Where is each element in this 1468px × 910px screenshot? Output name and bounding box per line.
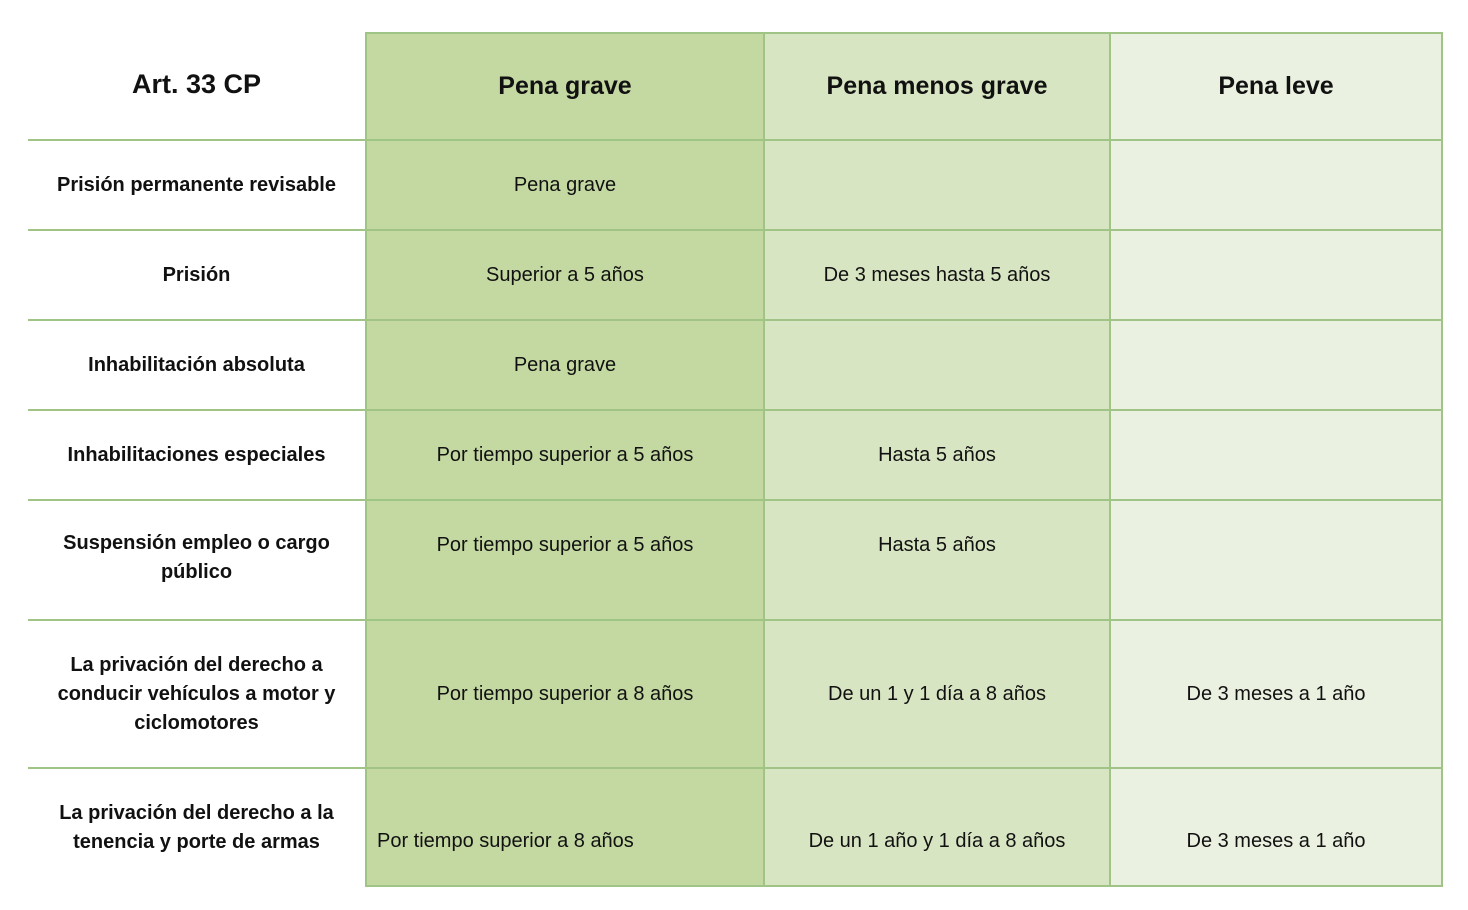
cell-pena-grave: Pena grave [366,320,764,410]
row-label: La privación del derecho a conducir vehículos a motor y ciclomotores [28,620,366,768]
cell-pena-menos-grave: Hasta 5 años [764,500,1110,620]
header-row [28,33,1442,140]
corner-label: Art. 33 CP [28,33,366,140]
cell-pena-grave: Por tiempo superior a 8 años [366,620,764,768]
row-label: Suspensión empleo o cargo público [28,500,366,620]
row-label: Prisión [28,230,366,320]
cell-pena-grave: Pena grave [366,140,764,230]
cell-pena-leve [1110,230,1442,320]
table-row [28,410,1442,500]
cell-pena-leve [1110,140,1442,230]
cell-pena-menos-grave: De un 1 y 1 día a 8 años [764,620,1110,768]
table-row [28,140,1442,230]
cell-pena-grave: Por tiempo superior a 5 años [366,500,764,620]
row-label: Inhabilitación absoluta [28,320,366,410]
column-header-pena-leve: Pena leve [1110,33,1442,140]
cell-pena-menos-grave: De un 1 año y 1 día a 8 años [764,768,1110,886]
table-row [28,500,1442,620]
table-row [28,768,1442,886]
table-row [28,620,1442,768]
cell-pena-menos-grave: Hasta 5 años [764,410,1110,500]
cell-pena-grave: Superior a 5 años [366,230,764,320]
cell-pena-leve: De 3 meses a 1 año [1110,768,1442,886]
row-label: Inhabilitaciones especiales [28,410,366,500]
cell-pena-leve [1110,410,1442,500]
column-header-pena-grave: Pena grave [366,33,764,140]
penalties-table [28,32,1443,887]
cell-pena-grave: Por tiempo superior a 8 años [366,768,764,886]
cell-pena-leve [1110,500,1442,620]
table-row [28,230,1442,320]
cell-pena-grave: Por tiempo superior a 5 años [366,410,764,500]
cell-pena-menos-grave [764,320,1110,410]
row-label: La privación del derecho a la tenencia y porte de armas [28,768,366,886]
cell-pena-leve: De 3 meses a 1 año [1110,620,1442,768]
cell-pena-menos-grave [764,140,1110,230]
table-row [28,320,1442,410]
column-header-pena-menos-grave: Pena menos grave [764,33,1110,140]
row-label: Prisión permanente revisable [28,140,366,230]
cell-pena-leve [1110,320,1442,410]
cell-pena-menos-grave: De 3 meses hasta 5 años [764,230,1110,320]
